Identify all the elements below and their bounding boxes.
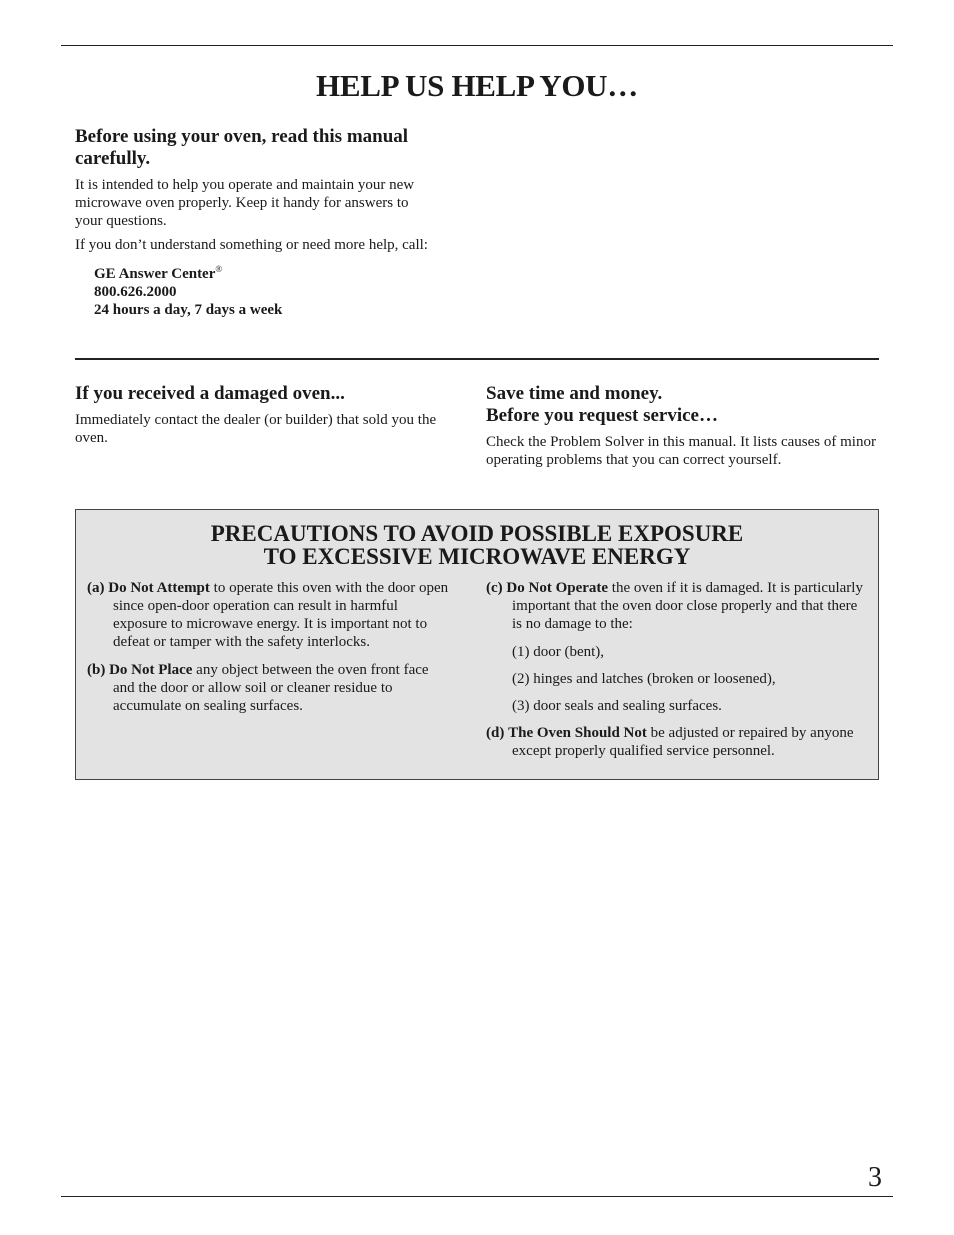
precautions-right-column bbox=[486, 579, 871, 770]
precaution-c-subitem-1: (1) door (bent), bbox=[512, 644, 605, 660]
damaged-oven-section bbox=[75, 383, 445, 453]
precaution-b-marker: (b) bbox=[87, 662, 106, 678]
save-heading-line-1: Save time and money. bbox=[486, 383, 663, 404]
precaution-a-marker: (a) bbox=[87, 580, 105, 596]
intro-paragraph-1: It is intended to help you operate and maintain your new microwave oven properly. Keep it handy for answers to your questions. bbox=[75, 177, 415, 229]
intro-section bbox=[75, 126, 435, 319]
save-heading bbox=[486, 383, 881, 427]
bottom-rule bbox=[61, 1196, 893, 1197]
damaged-body: Immediately contact the dealer (or builder) that sold you the oven. bbox=[75, 412, 437, 446]
precaution-d-text: be adjusted or repaired by anyone except properly qualified service personnel. bbox=[512, 725, 854, 759]
precaution-c-subitem-2: (2) hinges and latches (broken or loosened), bbox=[512, 671, 776, 687]
damaged-heading: If you received a damaged oven... bbox=[75, 383, 345, 404]
save-body: Check the Problem Solver in this manual. It lists causes of minor operating problems that you can correct yourself. bbox=[486, 434, 876, 468]
top-rule bbox=[61, 45, 893, 46]
intro-heading: Before using your oven, read this manual carefully. bbox=[75, 126, 409, 169]
precaution-c bbox=[486, 579, 871, 633]
precaution-c-text: the oven if it is damaged. It is particularly important that the oven door close properly and that there is no damage to the: bbox=[512, 580, 863, 632]
precaution-d bbox=[486, 724, 871, 760]
section-divider bbox=[75, 358, 879, 360]
page-title: HELP US HELP YOU… bbox=[316, 68, 638, 103]
precaution-b-lead: Do Not Place bbox=[109, 662, 193, 678]
precautions-box bbox=[75, 509, 879, 780]
precautions-title-line-2: TO EXCESSIVE MICROWAVE ENERGY bbox=[263, 544, 691, 569]
precaution-d-marker: (d) bbox=[486, 725, 505, 741]
precaution-b-text: any object between the oven front face and the door or allow soil or cleaner residue to accumulate on sealing surfaces. bbox=[113, 662, 429, 714]
precaution-c-lead: Do Not Operate bbox=[506, 580, 609, 596]
precaution-c-subitem-3: (3) door seals and sealing surfaces. bbox=[512, 698, 722, 714]
precaution-a-text: to operate this oven with the door open since open-door operation can result in harmful exposure to microwave energy. It is important not to defeat or tamper with the safety interlocks. bbox=[113, 580, 449, 650]
precaution-a-lead: Do Not Attempt bbox=[108, 580, 210, 596]
precautions-left-column bbox=[87, 579, 452, 725]
registered-mark: ® bbox=[215, 264, 223, 274]
precaution-c-marker: (c) bbox=[486, 580, 503, 596]
contact-hours: 24 hours a day, 7 days a week bbox=[94, 302, 283, 318]
precautions-title-line-1: PRECAUTIONS TO AVOID POSSIBLE EXPOSURE bbox=[210, 521, 744, 546]
precaution-d-lead: The Oven Should Not bbox=[508, 725, 647, 741]
contact-name: GE Answer Center bbox=[94, 266, 216, 282]
contact-name-line bbox=[94, 260, 435, 283]
precaution-a bbox=[87, 579, 452, 651]
contact-phone: 800.626.2000 bbox=[94, 284, 177, 300]
save-time-section bbox=[486, 383, 881, 475]
contact-block bbox=[94, 260, 435, 319]
precaution-b bbox=[87, 661, 452, 715]
intro-paragraph-2: If you don’t understand something or need more help, call: bbox=[75, 237, 428, 253]
precautions-title bbox=[76, 522, 878, 568]
page-number: 3 bbox=[868, 1162, 882, 1193]
save-heading-line-2: Before you request service… bbox=[486, 405, 718, 426]
